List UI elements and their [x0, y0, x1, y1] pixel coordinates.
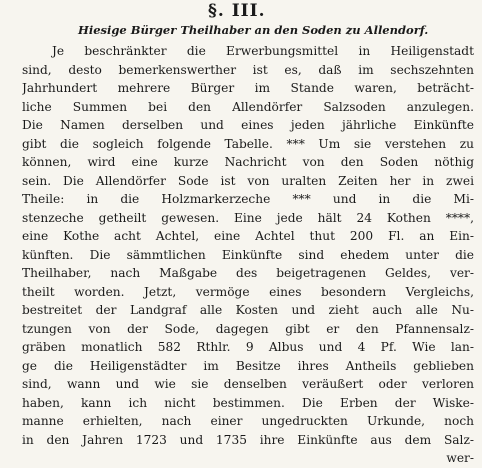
text-line: sein. Die Allendörfer Sode ist von uralten Zeiten her in zwei — [22, 173, 474, 188]
text-line: Die Namen derselben und eines jeden jährliche Einkünfte — [22, 118, 474, 132]
text-line: in den Jahren 1723 und 1735 ihre Einkünfte aus dem Salz- — [22, 432, 474, 447]
text-line: künften. Die sämmtlichen Einkünfte sind ehedem unter die — [22, 247, 474, 262]
text-line: manne erhielten, nach einer ungedruckten Urkunde, noch — [22, 414, 474, 428]
text-line: Theile: in die Holzmarkerzeche *** und in die Mi- — [22, 192, 474, 206]
section-number: §. III. — [208, 1, 266, 21]
text-line: sind, desto bemerkenswerther ist es, daß im sechszehnten — [22, 62, 474, 77]
text-line: Jahrhundert mehrere Bürger im Stande waren, beträcht- — [22, 81, 474, 95]
text-line: Je beschränkter die Erwerbungsmittel in Heiligenstadt — [52, 44, 474, 58]
text-line: gibt die sogleich folgende Tabelle. *** Um sie verstehen zu — [22, 136, 474, 151]
body-text — [22, 42, 474, 468]
text-line: wer- — [446, 451, 474, 465]
text-line: sind, wann und wie sie denselben veräußert oder verloren — [22, 377, 474, 391]
page-header — [0, 1, 482, 37]
text-line: liche Summen bei den Allendörfer Salzsoden anzulegen. — [22, 99, 474, 114]
section-heading: Hiesige Bürger Theilhaber an den Soden zu Allendorf. — [78, 23, 429, 37]
text-line: bestreitet der Landgraf alle Kosten und zieht auch alle Nu- — [22, 303, 474, 317]
text-line: Theilhaber, nach Maßgabe des beigetragenen Geldes, ver- — [22, 266, 474, 280]
text-line: theilt worden. Jetzt, vermöge eines besondern Vergleichs, — [22, 284, 474, 299]
text-line: haben, kann ich nicht bestimmen. Die Erben der Wiske- — [22, 395, 474, 410]
text-line: können, wird eine kurze Nachricht von den Soden nöthig — [22, 155, 474, 169]
text-line: eine Kothe acht Achtel, eine Achtel thut 200 Fl. an Ein- — [22, 229, 474, 243]
text-line: stenzeche getheilt gewesen. Eine jede hält 24 Kothen ****, — [22, 210, 474, 225]
text-line: ge die Heiligenstädter im Besitze ihres Antheils geblieben — [22, 358, 474, 373]
text-line: gräben monatlich 582 Rthlr. 9 Albus und 4 Pf. Wie lan- — [22, 340, 474, 354]
text-line: tzungen von der Sode, dagegen gibt er den Pfannensalz- — [22, 321, 474, 336]
